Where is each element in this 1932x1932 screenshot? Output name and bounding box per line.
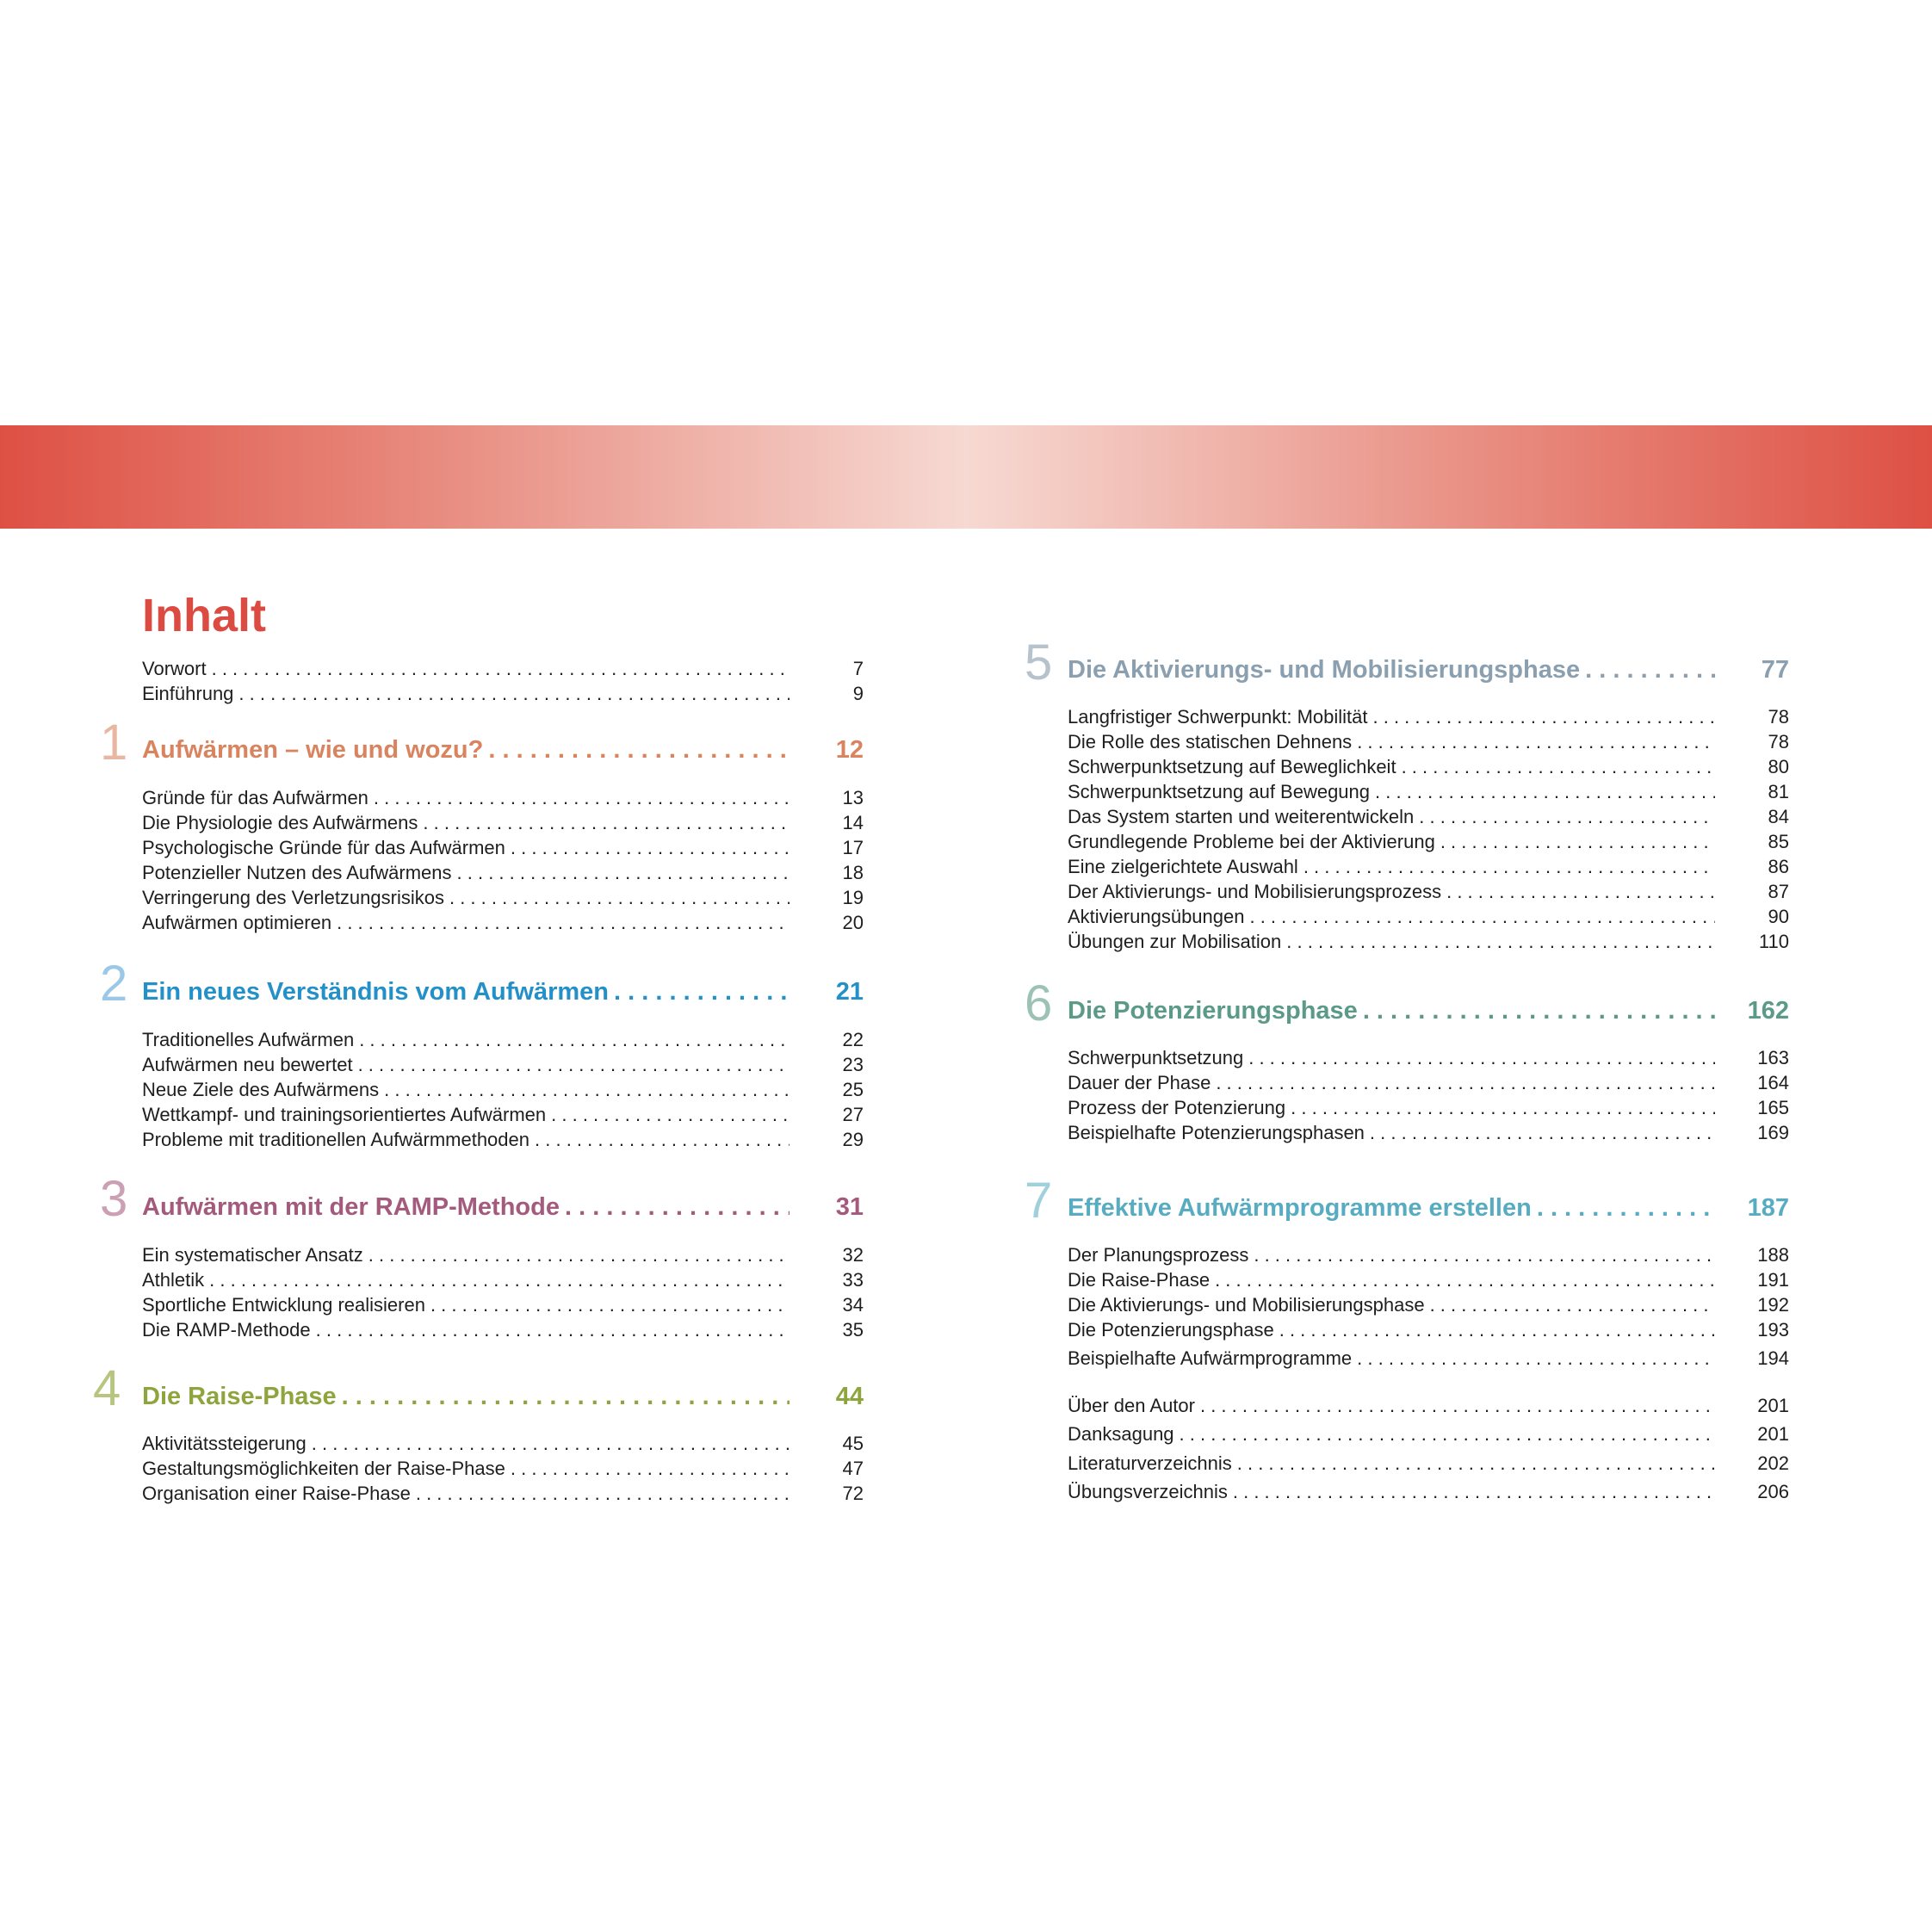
entry-label: Beispielhafte Aufwärmprogramme [1068,1347,1353,1369]
entry-label: Vorwort [142,658,207,679]
chapter-page: 44 [835,1383,864,1410]
toc-entry[interactable] [1068,929,1789,954]
entry-page: 23 [842,1054,864,1075]
toc-entry[interactable] [1068,879,1789,904]
dot-leader [551,1102,790,1127]
toc-entry[interactable] [142,1077,864,1102]
entry-page: 9 [852,683,864,704]
entry-label: Die Rolle des statischen Dehnens [1068,731,1353,752]
dot-leader [342,1380,790,1413]
toc-entry[interactable] [142,1481,864,1506]
entry-label: Schwerpunktsetzung auf Beweglichkeit [1068,756,1396,777]
entry-page: 47 [842,1458,864,1479]
entry-label: Potenzieller Nutzen des Aufwärmens [142,862,452,883]
entry-page: 25 [842,1079,864,1100]
dot-leader [449,885,790,910]
dot-leader [511,835,790,860]
toc-entry[interactable] [1068,1070,1789,1095]
entry-page: 163 [1757,1047,1789,1068]
entry-page: 13 [842,787,864,808]
toc-entry[interactable] [142,1317,864,1342]
chapter-heading[interactable] [142,1191,864,1223]
entry-page: 169 [1757,1122,1789,1143]
entry-label: Beispielhafte Potenzierungsphasen [1068,1122,1365,1143]
entry-page: 18 [842,862,864,883]
dot-leader [565,1191,790,1223]
chapter-page: 187 [1747,1194,1789,1222]
chapter-title: Die Potenzierungsphase [1068,997,1358,1025]
toc-entry[interactable] [142,1267,864,1292]
entry-label: Literaturverzeichnis [1068,1452,1232,1474]
entry-page: 27 [842,1104,864,1125]
dot-leader [1373,704,1716,729]
dot-leader [212,656,790,681]
chapter-title: Effektive Aufwärmprogramme erstellen [1068,1194,1532,1222]
dot-leader [1375,779,1715,804]
dot-leader [1237,1451,1715,1476]
toc-entry[interactable] [142,785,864,810]
entry-label: Probleme mit traditionellen Aufwärmmethoden [142,1129,530,1150]
dot-leader [1286,929,1715,954]
toc-entry[interactable] [1068,1346,1789,1371]
entry-page: 34 [842,1294,864,1316]
entry-label: Ein systematischer Ansatz [142,1244,363,1266]
dot-leader [430,1292,790,1317]
entry-page: 19 [842,887,864,908]
entry-label: Aktivitätssteigerung [142,1433,307,1454]
chapter-number: 2 [100,956,128,1012]
chapter-page: 77 [1761,656,1789,684]
toc-entry[interactable] [1068,704,1789,729]
chapter-heading[interactable] [1068,653,1789,686]
entry-label: Neue Ziele des Aufwärmens [142,1079,380,1100]
dot-leader [457,860,790,885]
dot-leader [1216,1070,1715,1095]
entry-label: Dauer der Phase [1068,1072,1211,1093]
entry-page: 72 [842,1483,864,1504]
chapter-heading[interactable] [142,734,864,766]
chapter-heading[interactable] [1068,994,1789,1027]
toc-entry[interactable] [142,681,864,706]
entry-page: 33 [842,1269,864,1291]
dot-leader [384,1077,790,1102]
dot-leader [511,1456,790,1481]
entry-label: Der Aktivierungs- und Mobilisierungsprozess [1068,881,1442,902]
entry-page: 78 [1768,706,1789,728]
chapter-number: 6 [1025,975,1053,1031]
page-title: Inhalt [142,590,266,641]
dot-leader [1200,1393,1715,1418]
toc-entry[interactable] [142,1102,864,1127]
entry-label: Organisation einer Raise-Phase [142,1483,411,1504]
entry-page: 202 [1757,1452,1789,1474]
entry-page: 80 [1768,756,1789,777]
chapter-heading[interactable] [142,1380,864,1413]
chapter-title: Die Raise-Phase [142,1383,337,1410]
entry-page: 29 [842,1129,864,1150]
chapter-page: 162 [1747,997,1789,1025]
toc-entry[interactable] [142,1456,864,1481]
entry-label: Eine zielgerichtete Auswahl [1068,856,1298,877]
toc-entry[interactable] [142,1292,864,1317]
dot-leader [614,975,790,1008]
dot-leader [1249,904,1715,929]
dot-leader [1279,1317,1715,1342]
chapter-heading[interactable] [142,975,864,1008]
toc-entry[interactable] [1068,1045,1789,1070]
entry-page: 165 [1757,1097,1789,1118]
dot-leader [1248,1045,1715,1070]
entry-page: 110 [1758,931,1789,952]
toc-entry[interactable] [1068,1421,1789,1446]
dot-leader [1254,1242,1715,1267]
dot-leader [1440,829,1715,854]
entry-page: 45 [842,1433,864,1454]
toc-entry[interactable] [1068,754,1789,779]
dot-leader [1446,879,1715,904]
dot-leader [1215,1267,1715,1292]
entry-label: Gestaltungsmöglichkeiten der Raise-Phase [142,1458,505,1479]
dot-leader [312,1431,790,1456]
entry-label: Athletik [142,1269,205,1291]
entry-page: 164 [1757,1072,1789,1093]
entry-page: 191 [1757,1269,1789,1291]
toc-entry[interactable] [142,860,864,885]
entry-label: Sportliche Entwicklung realisieren [142,1294,425,1316]
entry-label: Danksagung [1068,1423,1174,1445]
dot-leader [1370,1120,1715,1145]
entry-label: Die Raise-Phase [1068,1269,1211,1291]
toc-entry[interactable] [142,656,864,681]
chapter-title: Die Aktivierungs- und Mobilisierungsphase [1068,656,1581,684]
dot-leader [1419,804,1715,829]
entry-label: Einführung [142,683,234,704]
dot-leader [535,1127,790,1152]
entry-page: 7 [852,658,864,679]
entry-label: Die Potenzierungsphase [1068,1319,1274,1341]
entry-label: Das System starten und weiterentwickeln [1068,806,1415,827]
entry-page: 81 [1768,781,1789,802]
entry-label: Aktivierungsübungen [1068,906,1245,927]
entry-label: Schwerpunktsetzung [1068,1047,1244,1068]
entry-page: 84 [1768,806,1789,827]
dot-leader [337,910,790,935]
entry-label: Aufwärmen neu bewertet [142,1054,353,1075]
entry-page: 32 [842,1244,864,1266]
entry-page: 20 [842,912,864,933]
entry-page: 188 [1757,1244,1789,1266]
entry-label: Gründe für das Aufwärmen [142,787,368,808]
chapter-number: 4 [93,1360,121,1416]
chapter-page: 31 [835,1193,864,1221]
entry-page: 78 [1768,731,1789,752]
entry-page: 201 [1757,1395,1789,1416]
toc-entry[interactable] [142,885,864,910]
dot-leader [1291,1095,1715,1120]
dot-leader [1537,1192,1715,1224]
dot-leader [488,734,790,766]
dot-leader [316,1317,790,1342]
toc-entry[interactable] [1068,1479,1789,1504]
entry-page: 17 [842,837,864,858]
chapter-page: 12 [835,736,864,764]
entry-label: Psychologische Gründe für das Aufwärmen [142,837,505,858]
chapter-title: Aufwärmen – wie und wozu? [142,736,484,764]
chapter-number: 7 [1025,1173,1053,1229]
toc-entry[interactable] [1068,1242,1789,1267]
dot-leader [209,1267,790,1292]
chapter-number: 3 [100,1171,128,1227]
entry-page: 14 [842,812,864,833]
dot-leader [358,1052,790,1077]
toc-entry[interactable] [1068,829,1789,854]
toc-entry[interactable] [1068,729,1789,754]
entry-page: 192 [1757,1294,1789,1316]
toc-entry[interactable] [1068,1451,1789,1476]
entry-label: Prozess der Potenzierung [1068,1097,1286,1118]
toc-entry[interactable] [1068,1095,1789,1120]
toc-entry[interactable] [1068,904,1789,929]
dot-leader [359,1027,790,1052]
entry-page: 22 [842,1029,864,1050]
toc-entry[interactable] [1068,779,1789,804]
toc-entry[interactable] [142,1127,864,1152]
entry-label: Langfristiger Schwerpunkt: Mobilität [1068,706,1368,728]
entry-page: 194 [1757,1347,1789,1369]
toc-entry[interactable] [142,1431,864,1456]
entry-page: 85 [1768,831,1789,852]
chapter-heading[interactable] [1068,1192,1789,1224]
dot-leader [1303,854,1715,879]
toc-entry[interactable] [142,910,864,935]
toc-entry[interactable] [142,1242,864,1267]
entry-label: Übungen zur Mobilisation [1068,931,1282,952]
entry-label: Aufwärmen optimieren [142,912,332,933]
dot-leader [423,810,790,835]
dot-leader [1180,1421,1715,1446]
dot-leader [1430,1292,1715,1317]
entry-page: 35 [842,1319,864,1341]
toc-entry[interactable] [1068,1292,1789,1317]
entry-label: Die Aktivierungs- und Mobilisierungsphase [1068,1294,1425,1316]
entry-page: 193 [1757,1319,1789,1341]
dot-leader [416,1481,790,1506]
dot-leader [238,681,790,706]
toc-entry[interactable] [1068,804,1789,829]
dot-leader [368,1242,790,1267]
header-banner [0,425,1932,529]
entry-label: Die Physiologie des Aufwärmens [142,812,418,833]
dot-leader [1357,729,1715,754]
entry-label: Der Planungsprozess [1068,1244,1249,1266]
dot-leader [1233,1479,1715,1504]
entry-label: Grundlegende Probleme bei der Aktivierung [1068,831,1435,852]
chapter-number: 1 [100,715,128,771]
toc-entry[interactable] [1068,1393,1789,1418]
dot-leader [1585,653,1715,686]
toc-entry[interactable] [1068,1267,1789,1292]
entry-page: 87 [1768,881,1789,902]
dot-leader [1357,1346,1715,1371]
entry-page: 86 [1768,856,1789,877]
entry-label: Wettkampf- und trainingsorientiertes Aufwärmen [142,1104,547,1125]
dot-leader [374,785,790,810]
dot-leader [1402,754,1715,779]
entry-label: Über den Autor [1068,1395,1195,1416]
toc-entry[interactable] [142,810,864,835]
entry-label: Die RAMP-Methode [142,1319,311,1341]
entry-page: 90 [1768,906,1789,927]
entry-page: 206 [1757,1481,1789,1502]
toc-entry[interactable] [142,1052,864,1077]
entry-label: Traditionelles Aufwärmen [142,1029,355,1050]
entry-page: 201 [1757,1423,1789,1445]
chapter-title: Aufwärmen mit der RAMP-Methode [142,1193,560,1221]
toc-entry[interactable] [142,835,864,860]
chapter-number: 5 [1025,635,1053,690]
entry-label: Verringerung des Verletzungsrisikos [142,887,444,908]
toc-entry[interactable] [1068,854,1789,879]
toc-entry[interactable] [1068,1120,1789,1145]
toc-entry[interactable] [142,1027,864,1052]
entry-label: Übungsverzeichnis [1068,1481,1228,1502]
dot-leader [1363,994,1715,1027]
entry-label: Schwerpunktsetzung auf Bewegung [1068,781,1371,802]
toc-entry[interactable] [1068,1317,1789,1342]
chapter-page: 21 [835,978,864,1006]
chapter-title: Ein neues Verständnis vom Aufwärmen [142,978,610,1006]
